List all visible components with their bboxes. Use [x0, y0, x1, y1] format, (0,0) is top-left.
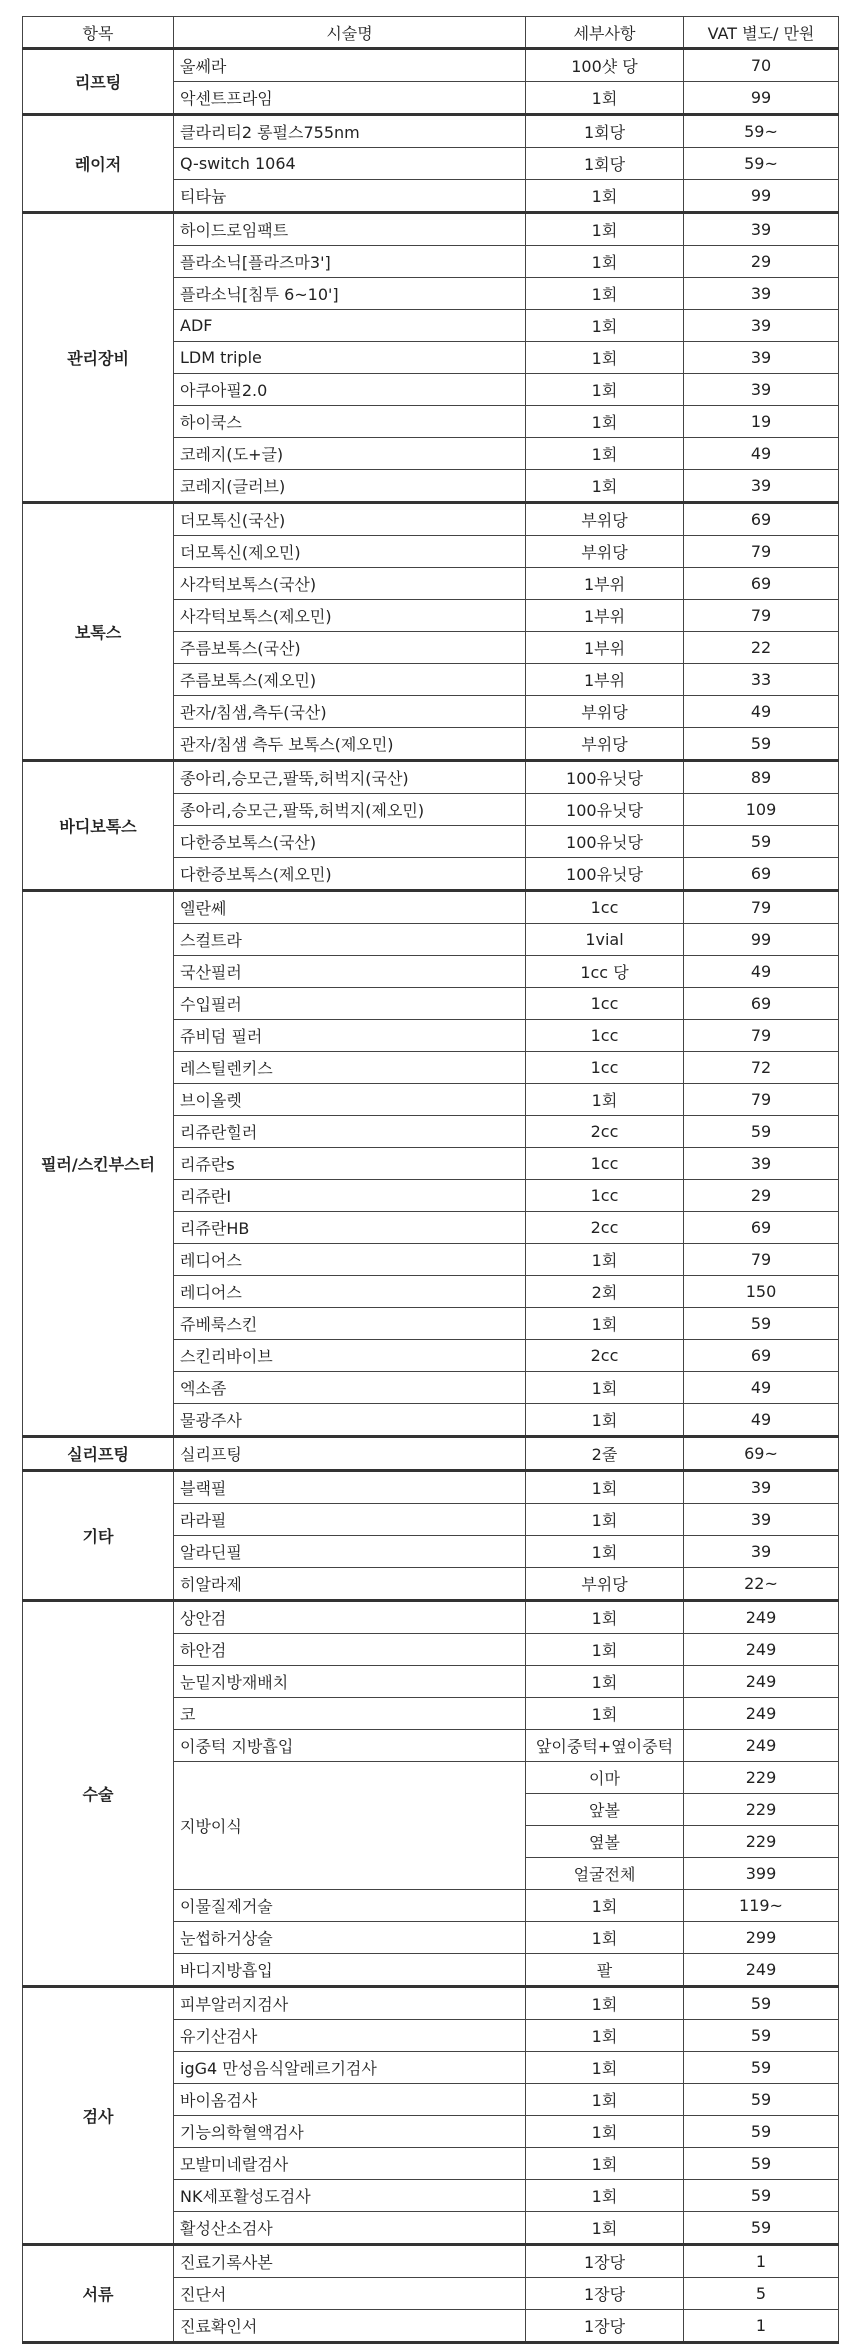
procedure-name: 상안검: [174, 1601, 526, 1634]
procedure-detail: 부위당: [526, 503, 684, 536]
procedure-detail: 1부위: [526, 600, 684, 632]
procedure-name: 히알라제: [174, 1568, 526, 1601]
procedure-detail: 1회: [526, 406, 684, 438]
procedure-price: 79: [684, 891, 839, 924]
table-row: [23, 503, 839, 536]
procedure-price: 39: [684, 374, 839, 406]
procedure-detail: 1cc: [526, 1148, 684, 1180]
procedure-name: 리쥬란I: [174, 1180, 526, 1212]
category-cell: 서류: [23, 2245, 174, 2343]
procedure-name: 하이쿡스: [174, 406, 526, 438]
procedure-price: 79: [684, 536, 839, 568]
category-cell: 기타: [23, 1471, 174, 1601]
procedure-detail: 1회: [526, 2212, 684, 2245]
procedure-price: 39: [684, 1536, 839, 1568]
procedure-price: 59: [684, 2052, 839, 2084]
header-procedure: 시술명: [174, 17, 526, 49]
procedure-name: 이중턱 지방흡입: [174, 1730, 526, 1762]
procedure-detail: 1회: [526, 342, 684, 374]
procedure-name: 블랙필: [174, 1471, 526, 1504]
procedure-price: 33: [684, 664, 839, 696]
procedure-price: 99: [684, 924, 839, 956]
procedure-name: LDM triple: [174, 342, 526, 374]
table-row: [23, 49, 839, 82]
procedure-name: 관자/침샘 측두 보톡스(제오민): [174, 728, 526, 761]
procedure-name: 울쎄라: [174, 49, 526, 82]
procedure-detail: 1회: [526, 213, 684, 246]
category-cell: 검사: [23, 1987, 174, 2245]
procedure-name: 아쿠아필2.0: [174, 374, 526, 406]
category-cell: 레이저: [23, 115, 174, 213]
procedure-price: 49: [684, 1404, 839, 1437]
procedure-price: 69: [684, 858, 839, 891]
procedure-name: 지방이식: [174, 1762, 526, 1890]
procedure-price: 19: [684, 406, 839, 438]
procedure-price: 99: [684, 82, 839, 115]
procedure-price: 49: [684, 1372, 839, 1404]
category-group: [23, 503, 839, 761]
procedure-price: 70: [684, 49, 839, 82]
procedure-price: 59~: [684, 115, 839, 148]
procedure-name: NK세포활성도검사: [174, 2180, 526, 2212]
procedure-detail: 2줄: [526, 1437, 684, 1471]
procedure-name: 진료기록사본: [174, 2245, 526, 2278]
procedure-name: 기능의학혈액검사: [174, 2116, 526, 2148]
procedure-name: 플라소닉[플라즈마3']: [174, 246, 526, 278]
procedure-price: 39: [684, 1148, 839, 1180]
procedure-name: 눈썹하거상술: [174, 1922, 526, 1954]
procedure-name: 레디어스: [174, 1244, 526, 1276]
category-cell: 실리프팅: [23, 1437, 174, 1471]
procedure-price: 39: [684, 310, 839, 342]
procedure-detail: 1회: [526, 2052, 684, 2084]
procedure-price: 59: [684, 2116, 839, 2148]
procedure-detail: 100유닛당: [526, 794, 684, 826]
procedure-name: 주름보톡스(국산): [174, 632, 526, 664]
procedure-detail: 1회: [526, 2148, 684, 2180]
procedure-detail: 1cc: [526, 891, 684, 924]
procedure-price: 29: [684, 1180, 839, 1212]
procedure-price: 49: [684, 438, 839, 470]
procedure-detail: 1회: [526, 1536, 684, 1568]
procedure-price: 69: [684, 1212, 839, 1244]
procedure-name: 유기산검사: [174, 2020, 526, 2052]
table-row: [23, 1601, 839, 1634]
procedure-name: 코레지(도+글): [174, 438, 526, 470]
procedure-price: 299: [684, 1922, 839, 1954]
procedure-detail: 부위당: [526, 696, 684, 728]
procedure-detail: 이마: [526, 1762, 684, 1794]
procedure-price: 59: [684, 1987, 839, 2020]
procedure-price: 59: [684, 2212, 839, 2245]
procedure-price: 69: [684, 503, 839, 536]
procedure-detail: 2회: [526, 1276, 684, 1308]
procedure-detail: 2cc: [526, 1340, 684, 1372]
procedure-detail: 1vial: [526, 924, 684, 956]
procedure-price: 59: [684, 728, 839, 761]
procedure-detail: 1회: [526, 1471, 684, 1504]
category-group: [23, 891, 839, 1437]
category-group: [23, 1601, 839, 1987]
procedure-name: 진단서: [174, 2278, 526, 2310]
procedure-name: 리쥬란HB: [174, 1212, 526, 1244]
procedure-price: 99: [684, 180, 839, 213]
procedure-price: 79: [684, 600, 839, 632]
procedure-price: 39: [684, 470, 839, 503]
procedure-detail: 1장당: [526, 2278, 684, 2310]
procedure-name: 진료확인서: [174, 2310, 526, 2343]
procedure-name: 눈밑지방재배치: [174, 1666, 526, 1698]
procedure-name: 바디지방흡입: [174, 1954, 526, 1987]
procedure-detail: 1cc 당: [526, 956, 684, 988]
procedure-detail: 1장당: [526, 2310, 684, 2343]
procedure-detail: 1cc: [526, 1052, 684, 1084]
procedure-name: 레스틸렌키스: [174, 1052, 526, 1084]
procedure-detail: 옆볼: [526, 1826, 684, 1858]
procedure-price: 39: [684, 213, 839, 246]
procedure-detail: 팔: [526, 1954, 684, 1987]
procedure-name: 국산필러: [174, 956, 526, 988]
category-cell: 보톡스: [23, 503, 174, 761]
procedure-price: 39: [684, 342, 839, 374]
table-row: [23, 213, 839, 246]
procedure-price: 39: [684, 278, 839, 310]
procedure-detail: 100유닛당: [526, 761, 684, 794]
procedure-name: 더모톡신(제오민): [174, 536, 526, 568]
procedure-name: 바이옴검사: [174, 2084, 526, 2116]
procedure-price: 79: [684, 1084, 839, 1116]
table-header: [23, 17, 839, 49]
procedure-name: igG4 만성음식알레르기검사: [174, 2052, 526, 2084]
category-group: [23, 1437, 839, 1471]
procedure-price: 59: [684, 2084, 839, 2116]
procedure-detail: 1cc: [526, 988, 684, 1020]
procedure-price: 22~: [684, 1568, 839, 1601]
procedure-detail: 1회: [526, 1084, 684, 1116]
procedure-name: 클라리티2 롱펄스755nm: [174, 115, 526, 148]
procedure-detail: 앞이중턱+옆이중턱: [526, 1730, 684, 1762]
procedure-name: 활성산소검사: [174, 2212, 526, 2245]
procedure-name: 레디어스: [174, 1276, 526, 1308]
procedure-price: 59: [684, 1116, 839, 1148]
procedure-name: 리쥬란힐러: [174, 1116, 526, 1148]
procedure-price: 89: [684, 761, 839, 794]
procedure-price: 49: [684, 956, 839, 988]
procedure-name: 사각턱보톡스(국산): [174, 568, 526, 600]
procedure-detail: 1회: [526, 2180, 684, 2212]
table-row: [23, 1437, 839, 1471]
procedure-price: 59: [684, 826, 839, 858]
procedure-name: 하안검: [174, 1634, 526, 1666]
procedure-name: 다한증보톡스(국산): [174, 826, 526, 858]
procedure-detail: 1회: [526, 1372, 684, 1404]
category-cell: 수술: [23, 1601, 174, 1987]
procedure-name: 엑소좀: [174, 1372, 526, 1404]
procedure-name: 더모톡신(국산): [174, 503, 526, 536]
procedure-detail: 1회: [526, 82, 684, 115]
procedure-name: 브이올렛: [174, 1084, 526, 1116]
category-cell: 바디보톡스: [23, 761, 174, 891]
procedure-name: 다한증보톡스(제오민): [174, 858, 526, 891]
procedure-detail: 1회: [526, 1987, 684, 2020]
procedure-detail: 1회: [526, 1698, 684, 1730]
procedure-price: 59~: [684, 148, 839, 180]
procedure-detail: 1회: [526, 2084, 684, 2116]
procedure-price: 109: [684, 794, 839, 826]
procedure-name: 물광주사: [174, 1404, 526, 1437]
procedure-name: 라라필: [174, 1504, 526, 1536]
procedure-price: 249: [684, 1730, 839, 1762]
procedure-detail: 1cc: [526, 1180, 684, 1212]
procedure-detail: 1회: [526, 438, 684, 470]
category-group: [23, 1987, 839, 2245]
procedure-name: Q-switch 1064: [174, 148, 526, 180]
procedure-detail: 부위당: [526, 1568, 684, 1601]
header-detail: 세부사항: [526, 17, 684, 49]
procedure-name: 알라딘필: [174, 1536, 526, 1568]
category-group: [23, 761, 839, 891]
procedure-name: 종아리,승모근,팔뚝,허벅지(제오민): [174, 794, 526, 826]
procedure-name: 수입필러: [174, 988, 526, 1020]
procedure-detail: 1회: [526, 2116, 684, 2148]
procedure-price: 150: [684, 1276, 839, 1308]
procedure-name: 코레지(글러브): [174, 470, 526, 503]
procedure-price: 59: [684, 2020, 839, 2052]
procedure-name: 스킨리바이브: [174, 1340, 526, 1372]
procedure-name: 주름보톡스(제오민): [174, 664, 526, 696]
procedure-detail: 1부위: [526, 664, 684, 696]
procedure-name: 모발미네랄검사: [174, 2148, 526, 2180]
procedure-price: 59: [684, 1308, 839, 1340]
category-cell: 필러/스킨부스터: [23, 891, 174, 1437]
procedure-detail: 1부위: [526, 568, 684, 600]
procedure-name: 쥬베룩스킨: [174, 1308, 526, 1340]
category-cell: 관리장비: [23, 213, 174, 503]
category-group: [23, 1471, 839, 1601]
procedure-detail: 얼굴전체: [526, 1858, 684, 1890]
procedure-price: 29: [684, 246, 839, 278]
procedure-price: 22: [684, 632, 839, 664]
category-group: [23, 213, 839, 503]
procedure-name: 하이드로임팩트: [174, 213, 526, 246]
procedure-detail: 100유닛당: [526, 858, 684, 891]
procedure-detail: 2cc: [526, 1212, 684, 1244]
procedure-name: 리쥬란s: [174, 1148, 526, 1180]
procedure-detail: 1장당: [526, 2245, 684, 2278]
procedure-price: 5: [684, 2278, 839, 2310]
procedure-detail: 1회: [526, 1666, 684, 1698]
category-cell: 리프팅: [23, 49, 174, 115]
procedure-detail: 1회: [526, 1634, 684, 1666]
procedure-price: 39: [684, 1504, 839, 1536]
procedure-detail: 1회: [526, 1922, 684, 1954]
procedure-detail: 1cc: [526, 1020, 684, 1052]
procedure-detail: 1회: [526, 1504, 684, 1536]
procedure-price: 249: [684, 1698, 839, 1730]
procedure-price: 59: [684, 2180, 839, 2212]
table-row: [23, 891, 839, 924]
category-group: [23, 49, 839, 115]
procedure-name: 종아리,승모근,팔뚝,허벅지(국산): [174, 761, 526, 794]
procedure-name: 플라소닉[침투 6~10']: [174, 278, 526, 310]
procedure-detail: 1회: [526, 1308, 684, 1340]
procedure-detail: 1회당: [526, 148, 684, 180]
price-list: [22, 16, 838, 2344]
procedure-price: 229: [684, 1794, 839, 1826]
procedure-detail: 1회: [526, 374, 684, 406]
procedure-name: 쥬비덤 필러: [174, 1020, 526, 1052]
procedure-detail: 1회당: [526, 115, 684, 148]
procedure-price: 72: [684, 1052, 839, 1084]
procedure-name: 사각턱보톡스(제오민): [174, 600, 526, 632]
procedure-detail: 1회: [526, 1890, 684, 1922]
procedure-detail: 1회: [526, 246, 684, 278]
procedure-name: 엘란쎄: [174, 891, 526, 924]
procedure-detail: 1회: [526, 310, 684, 342]
procedure-name: 스컬트라: [174, 924, 526, 956]
procedure-price: 1: [684, 2245, 839, 2278]
procedure-detail: 100유닛당: [526, 826, 684, 858]
procedure-detail: 1회: [526, 180, 684, 213]
procedure-name: 이물질제거술: [174, 1890, 526, 1922]
procedure-detail: 1회: [526, 2020, 684, 2052]
procedure-price: 1: [684, 2310, 839, 2343]
procedure-price: 249: [684, 1601, 839, 1634]
procedure-detail: 1회: [526, 1404, 684, 1437]
table-row: [23, 1471, 839, 1504]
procedure-price: 69: [684, 988, 839, 1020]
table-row: [23, 115, 839, 148]
procedure-price: 79: [684, 1020, 839, 1052]
procedure-price: 229: [684, 1826, 839, 1858]
procedure-detail: 1부위: [526, 632, 684, 664]
procedure-name: 실리프팅: [174, 1437, 526, 1471]
procedure-name: 피부알러지검사: [174, 1987, 526, 2020]
procedure-detail: 1회: [526, 278, 684, 310]
procedure-detail: 앞볼: [526, 1794, 684, 1826]
price-table: [22, 16, 839, 2344]
header-category: 항목: [23, 17, 174, 49]
procedure-price: 69: [684, 568, 839, 600]
header-price: VAT 별도/ 만원: [684, 17, 839, 49]
procedure-name: 티타늄: [174, 180, 526, 213]
procedure-name: 코: [174, 1698, 526, 1730]
procedure-detail: 1회: [526, 470, 684, 503]
procedure-price: 69: [684, 1340, 839, 1372]
procedure-detail: 100샷 당: [526, 49, 684, 82]
procedure-detail: 1회: [526, 1244, 684, 1276]
procedure-price: 249: [684, 1634, 839, 1666]
procedure-detail: 부위당: [526, 536, 684, 568]
procedure-price: 399: [684, 1858, 839, 1890]
procedure-price: 249: [684, 1666, 839, 1698]
procedure-price: 249: [684, 1954, 839, 1987]
table-row: [23, 761, 839, 794]
table-row: [23, 1987, 839, 2020]
procedure-price: 119~: [684, 1890, 839, 1922]
category-group: [23, 115, 839, 213]
procedure-price: 79: [684, 1244, 839, 1276]
procedure-detail: 1회: [526, 1601, 684, 1634]
procedure-price: 69~: [684, 1437, 839, 1471]
procedure-price: 49: [684, 696, 839, 728]
category-group: [23, 2245, 839, 2343]
procedure-price: 39: [684, 1471, 839, 1504]
procedure-name: 관자/침샘,측두(국산): [174, 696, 526, 728]
procedure-name: ADF: [174, 310, 526, 342]
procedure-price: 229: [684, 1762, 839, 1794]
procedure-price: 59: [684, 2148, 839, 2180]
procedure-name: 악센트프라임: [174, 82, 526, 115]
procedure-detail: 2cc: [526, 1116, 684, 1148]
table-row: [23, 2245, 839, 2278]
procedure-detail: 부위당: [526, 728, 684, 761]
